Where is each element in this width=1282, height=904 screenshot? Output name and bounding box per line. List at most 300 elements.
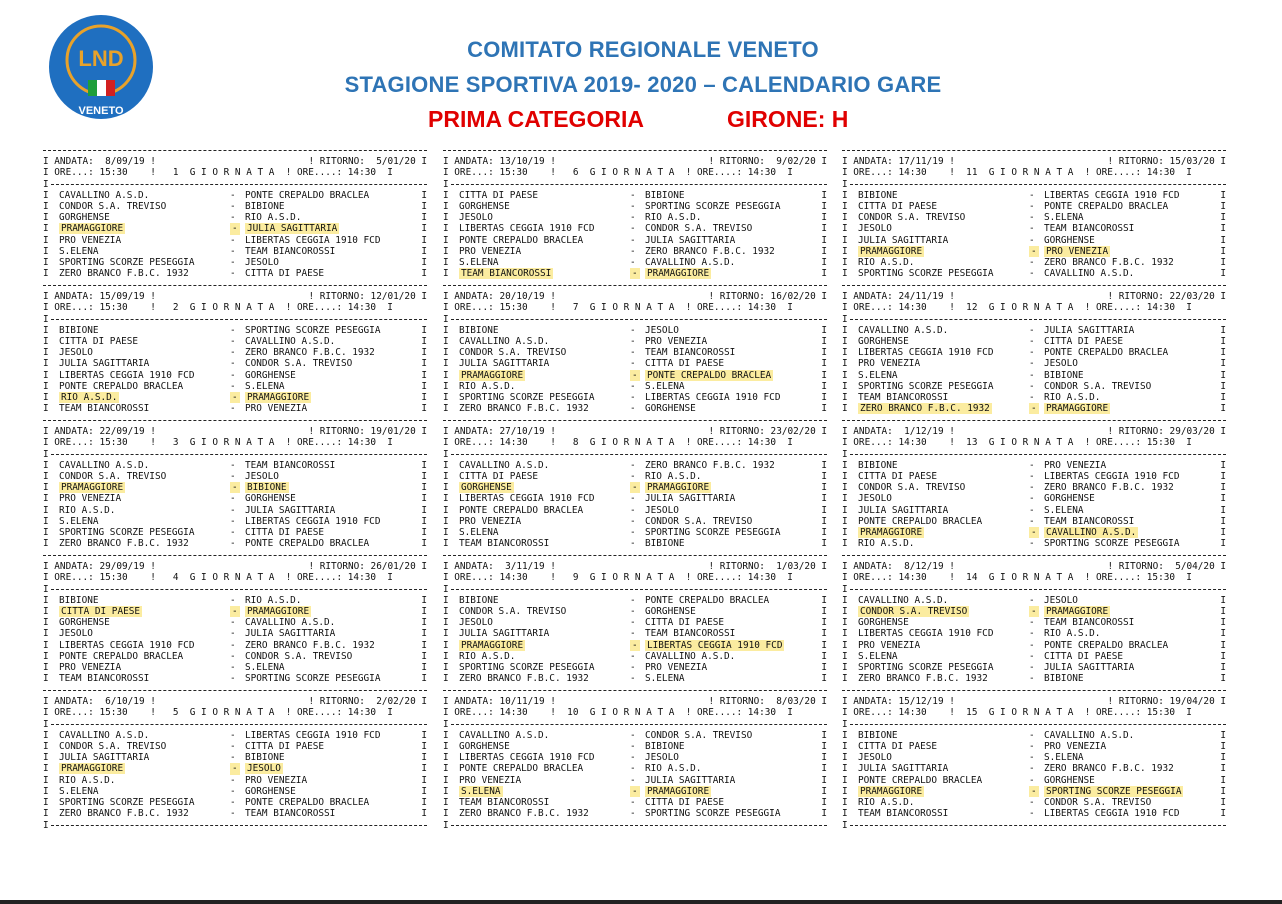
margin-I: I [43,482,49,494]
away-team [645,741,685,752]
round-times: I ORE...: 14:30 ! 10 G I O R N A T A ! ORE....: 14:30 I [443,707,793,719]
away-team [645,392,780,403]
margin-I: I [821,380,827,392]
margin-I: I [443,178,449,190]
match-separator: - [630,245,636,257]
margin-I: I [1220,459,1226,471]
margin-I: I [43,391,49,403]
margin-I: I [821,752,827,764]
match-separator: - [230,752,236,764]
match-row [443,730,827,741]
group-label: GIRONE: H [727,106,849,132]
andata-date: I ANDATA: 17/11/19 ! [842,156,955,168]
match-row [43,246,427,257]
round-block [43,145,427,280]
match-separator: - [1029,504,1035,516]
margin-I: I [842,200,848,212]
margin-I: I [821,515,827,527]
away-team-name: JULIA SAGITTARIA [645,774,736,786]
round-times: I ORE...: 14:30 ! 14 G I O R N A T A ! ORE....: 15:30 I [842,572,1192,584]
home-team-name: GORGHENSE [461,482,512,494]
match-separator: - [1029,808,1035,820]
margin-I: I [842,448,848,460]
margin-I: I [43,223,49,235]
match-separator: - [230,526,236,538]
margin-I: I [43,380,49,392]
away-team [245,752,285,763]
margin-I: I [821,785,827,797]
margin-I: I [821,594,827,606]
away-team-name: BIBIONE [645,740,685,752]
away-team-name: JULIA SAGITTARIA [645,234,736,246]
away-team-name: PRO VENEZIA [645,661,708,673]
margin-I: I [43,358,49,370]
header-rule [43,314,427,325]
away-team-name: BIBIONE [245,752,285,764]
away-team-name: SPORTING SCORZE PESEGGIA [245,324,381,336]
home-team [59,752,149,763]
away-team-name: CAVALLINO A.S.D. [645,256,736,268]
match-separator: - [630,335,636,347]
away-team-name: LIBERTAS CEGGIA 1910 FCD [245,515,381,527]
round-dates [43,561,427,572]
match-row [443,268,827,279]
margin-I: I [443,763,449,775]
match-row [842,325,1226,336]
dashed-rule [842,285,1226,286]
margin-I: I [821,324,827,336]
away-team-name: LIBERTAS CEGGIA 1910 FCD [1044,808,1180,820]
home-team [858,246,924,257]
match-separator: - [630,650,636,662]
match-row [443,201,827,212]
margin-I: I [421,268,427,280]
away-team [1044,617,1134,628]
margin-I: I [1220,200,1226,212]
margin-I: I [1220,403,1226,415]
away-team-name: PRO VENEZIA [245,403,308,415]
home-team-name: GORGHENSE [59,212,110,224]
away-team [645,763,701,774]
margin-I: I [1220,538,1226,550]
home-team [459,471,538,482]
home-team [59,673,149,684]
match-row [842,268,1226,279]
home-team [858,370,898,381]
match-row [443,505,827,516]
margin-I: I [1220,391,1226,403]
match-separator: - [230,335,236,347]
away-team [245,370,296,381]
home-team [858,505,948,516]
margin-I: I [842,504,848,516]
margin-I: I [821,763,827,775]
home-team-name: CONDOR S.A. TREVISO [459,347,567,359]
round-block [842,550,1226,685]
match-row [842,235,1226,246]
home-team [59,347,93,358]
margin-I: I [842,526,848,538]
home-team-name: BIBIONE [59,594,99,606]
margin-I: I [1220,808,1226,820]
match-separator: - [1029,538,1035,550]
andata-date: I ANDATA: 29/09/19 ! [43,561,156,573]
home-team-name: RIO A.S.D. [59,774,116,786]
home-team [59,336,138,347]
andata-date: I ANDATA: 13/10/19 ! [443,156,556,168]
home-team-name: CAVALLINO A.S.D. [59,729,150,741]
home-team-name: CITTA DI PAESE [858,200,938,212]
match-separator: - [630,538,636,550]
margin-I: I [421,594,427,606]
home-team [858,347,993,358]
home-team-name: PRO VENEZIA [858,639,921,651]
match-row [43,595,427,606]
away-team [645,257,735,268]
away-team [1044,730,1134,741]
home-team-name: BIBIONE [858,459,898,471]
match-row [43,493,427,504]
home-team-name: PRO VENEZIA [59,493,122,505]
away-team-name: CAVALLINO A.S.D. [1044,729,1135,741]
home-team-name: CITTA DI PAESE [59,335,139,347]
away-team-name: SPORTING SCORZE PESEGGIA [645,808,781,820]
ritorno-date: ! RITORNO: 19/01/20 I [308,426,427,438]
away-team [645,505,679,516]
match-row [443,358,827,369]
match-separator: - [1029,212,1035,224]
away-team [1044,640,1168,651]
match-row [43,505,427,516]
home-team-name: S.ELENA [858,369,898,381]
margin-I: I [443,459,449,471]
home-team [59,201,166,212]
margin-I: I [1220,268,1226,280]
match-row [43,257,427,268]
match-row [842,730,1226,741]
round-block [842,280,1226,415]
round-times: I ORE...: 14:30 ! 9 G I O R N A T A ! ORE....: 14:30 I [443,572,793,584]
margin-I: I [821,650,827,662]
home-team [858,786,924,797]
margin-I: I [443,482,449,494]
match-row [842,741,1226,752]
home-team [858,392,948,403]
away-team [245,268,324,279]
match-row [842,797,1226,808]
away-team [245,606,311,617]
away-team-name: CONDOR S.A. TREVISO [245,358,353,370]
match-separator: - [230,661,236,673]
match-separator: - [1031,245,1037,257]
away-team [1044,505,1084,516]
home-team [59,538,189,549]
away-team-name: ZERO BRANCO F.B.C. 1932 [645,459,775,471]
away-team-name: ZERO BRANCO F.B.C. 1932 [245,639,375,651]
match-separator: - [632,268,638,280]
margin-I: I [842,459,848,471]
match-separator: - [230,639,236,651]
home-team [459,235,583,246]
dashed-rule [850,319,1226,320]
home-team [858,752,892,763]
home-team [858,538,914,549]
away-team-name: PONTE CREPALDO BRACLEA [1044,639,1169,651]
margin-I: I [821,504,827,516]
away-team-name: JESOLO [645,752,679,764]
match-row [443,640,827,651]
away-team [645,673,685,684]
home-team-name: CITTA DI PAESE [858,470,938,482]
margin-I: I [443,335,449,347]
column-bottom-rule [842,820,1226,831]
away-team [245,595,301,606]
match-separator: - [630,774,636,786]
margin-I: I [821,740,827,752]
block-top-rule [842,685,1226,696]
match-separator: - [230,774,236,786]
round-block [43,685,427,820]
home-team-name: GORGHENSE [858,335,909,347]
round-header [43,167,427,178]
home-team [858,460,898,471]
match-row [842,347,1226,358]
header-rule [43,449,427,460]
ritorno-date: ! RITORNO: 2/02/20 I [308,696,427,708]
away-team [645,235,735,246]
margin-I: I [842,785,848,797]
away-team [1044,190,1179,201]
match-separator: - [630,358,636,370]
home-team [858,493,892,504]
away-team [645,347,735,358]
home-team-name: PONTE CREPALDO BRACLEA [459,763,584,775]
home-team-name: JULIA SAGITTARIA [858,234,949,246]
home-team [59,595,99,606]
away-team [645,482,711,493]
block-top-rule [443,685,827,696]
home-team [858,516,982,527]
away-team-name: PRO VENEZIA [1044,740,1107,752]
match-row [842,370,1226,381]
margin-I: I [842,661,848,673]
match-separator: - [1029,369,1035,381]
margin-I: I [1220,752,1226,764]
margin-I: I [43,673,49,685]
away-team-name: PONTE CREPALDO BRACLEA [245,189,370,201]
andata-date: I ANDATA: 24/11/19 ! [842,291,955,303]
home-team-name: PRAMAGGIORE [61,223,124,235]
ritorno-date: ! RITORNO: 26/01/20 I [308,561,427,573]
margin-I: I [443,200,449,212]
margin-I: I [443,347,449,359]
margin-I: I [1220,493,1226,505]
match-row [43,358,427,369]
home-team [459,493,594,504]
match-row [443,786,827,797]
away-team-name: CONDOR S.A. TREVISO [645,515,753,527]
home-team [459,403,589,414]
match-row [842,595,1226,606]
home-team [59,403,149,414]
ritorno-date: ! RITORNO: 19/04/20 I [1107,696,1226,708]
match-separator: - [232,223,238,235]
margin-I: I [1220,189,1226,201]
dashed-rule [842,555,1226,556]
away-team-name: SPORTING SCORZE PESEGGIA [645,200,781,212]
away-team-name: RIO A.S.D. [645,212,702,224]
match-row [43,797,427,808]
home-team [59,775,115,786]
away-team-name: RIO A.S.D. [245,212,302,224]
home-team-name: RIO A.S.D. [61,391,118,403]
match-row [842,763,1226,774]
margin-I: I [1220,256,1226,268]
margin-I: I [421,673,427,685]
match-separator: - [630,459,636,471]
away-team [1044,662,1134,673]
home-team [858,212,965,223]
home-team-name: TEAM BIANCOROSSI [858,391,949,403]
match-separator: - [1029,515,1035,527]
margin-I: I [1220,639,1226,651]
home-team [459,763,583,774]
margin-I: I [43,774,49,786]
match-row [842,628,1226,639]
margin-I: I [842,380,848,392]
round-times: I ORE...: 15:30 ! 4 G I O R N A T A ! ORE....: 14:30 I [43,572,393,584]
dashed-rule [443,150,827,151]
match-separator: - [630,403,636,415]
home-team [459,190,538,201]
margin-I: I [821,808,827,820]
match-separator: - [630,470,636,482]
ritorno-date: ! RITORNO: 16/02/20 I [708,291,827,303]
round-dates [443,426,827,437]
margin-I: I [43,268,49,280]
home-team [59,628,93,639]
header-rule [842,584,1226,595]
away-team-name: LIBERTAS CEGGIA 1910 FCD [1044,470,1180,482]
round-header [43,707,427,718]
dashed-rule [850,724,1226,725]
match-row [842,606,1226,617]
home-team-name: RIO A.S.D. [858,538,915,550]
match-row [43,640,427,651]
home-team-name: S.ELENA [59,245,99,257]
home-team [459,808,589,819]
margin-I: I [43,470,49,482]
away-team [245,493,296,504]
away-team [645,336,707,347]
home-team [858,640,920,651]
logo-subtext: VENETO [78,105,124,117]
match-row [443,212,827,223]
margin-I: I [842,324,848,336]
margin-I: I [443,313,449,325]
match-row [43,775,427,786]
dashed-rule [51,454,427,455]
away-team-name: PRAMAGGIORE [247,391,310,403]
away-team [245,786,296,797]
match-separator: - [632,482,638,494]
match-separator: - [230,628,236,640]
away-team [1044,482,1174,493]
home-team [59,482,125,493]
match-separator: - [1029,223,1035,235]
margin-I: I [43,212,49,224]
away-team-name: CAVALLINO A.S.D. [1044,268,1135,280]
block-top-rule [443,550,827,561]
margin-I: I [821,256,827,268]
match-row [443,493,827,504]
margin-I: I [1220,774,1226,786]
margin-I: I [443,358,449,370]
margin-I: I [421,650,427,662]
margin-I: I [421,380,427,392]
home-team [858,808,948,819]
margin-I: I [43,538,49,550]
margin-I: I [842,178,848,190]
margin-I: I [421,740,427,752]
match-row [43,370,427,381]
away-team-name: TEAM BIANCOROSSI [245,459,336,471]
margin-I: I [443,796,449,808]
round-dates [842,696,1226,707]
match-separator: - [1029,391,1035,403]
match-row [43,268,427,279]
away-team [245,808,335,819]
round-times: I ORE...: 15:30 ! 7 G I O R N A T A ! ORE....: 14:30 I [443,302,793,314]
away-team [645,370,773,381]
dashed-rule [43,285,427,286]
match-separator: - [230,245,236,257]
away-team [245,223,339,234]
match-row [842,673,1226,684]
away-team [645,606,696,617]
home-team [858,201,937,212]
away-team-name: PONTE CREPALDO BRACLEA [1044,200,1169,212]
away-team [1044,235,1095,246]
away-team-name: PRAMAGGIORE [1046,605,1109,617]
header-rule [443,584,827,595]
margin-I: I [43,605,49,617]
home-team [59,505,115,516]
away-team [1044,673,1084,684]
match-separator: - [632,639,638,651]
margin-I: I [421,763,427,775]
home-team-name: JULIA SAGITTARIA [459,628,550,640]
home-team [59,257,194,268]
away-team [245,190,369,201]
home-team [858,381,993,392]
match-separator: - [230,403,236,415]
margin-I: I [821,335,827,347]
away-team-name: PONTE CREPALDO BRACLEA [1044,347,1169,359]
home-team [59,808,189,819]
away-team [645,628,735,639]
away-team [1044,336,1123,347]
home-team [858,358,920,369]
round-block [443,280,827,415]
match-row [43,381,427,392]
margin-I: I [842,212,848,224]
away-team [1044,381,1151,392]
away-team-name: JESOLO [247,763,281,775]
dashed-rule [43,690,427,691]
match-row [43,730,427,741]
home-team-name: CAVALLINO A.S.D. [459,729,550,741]
